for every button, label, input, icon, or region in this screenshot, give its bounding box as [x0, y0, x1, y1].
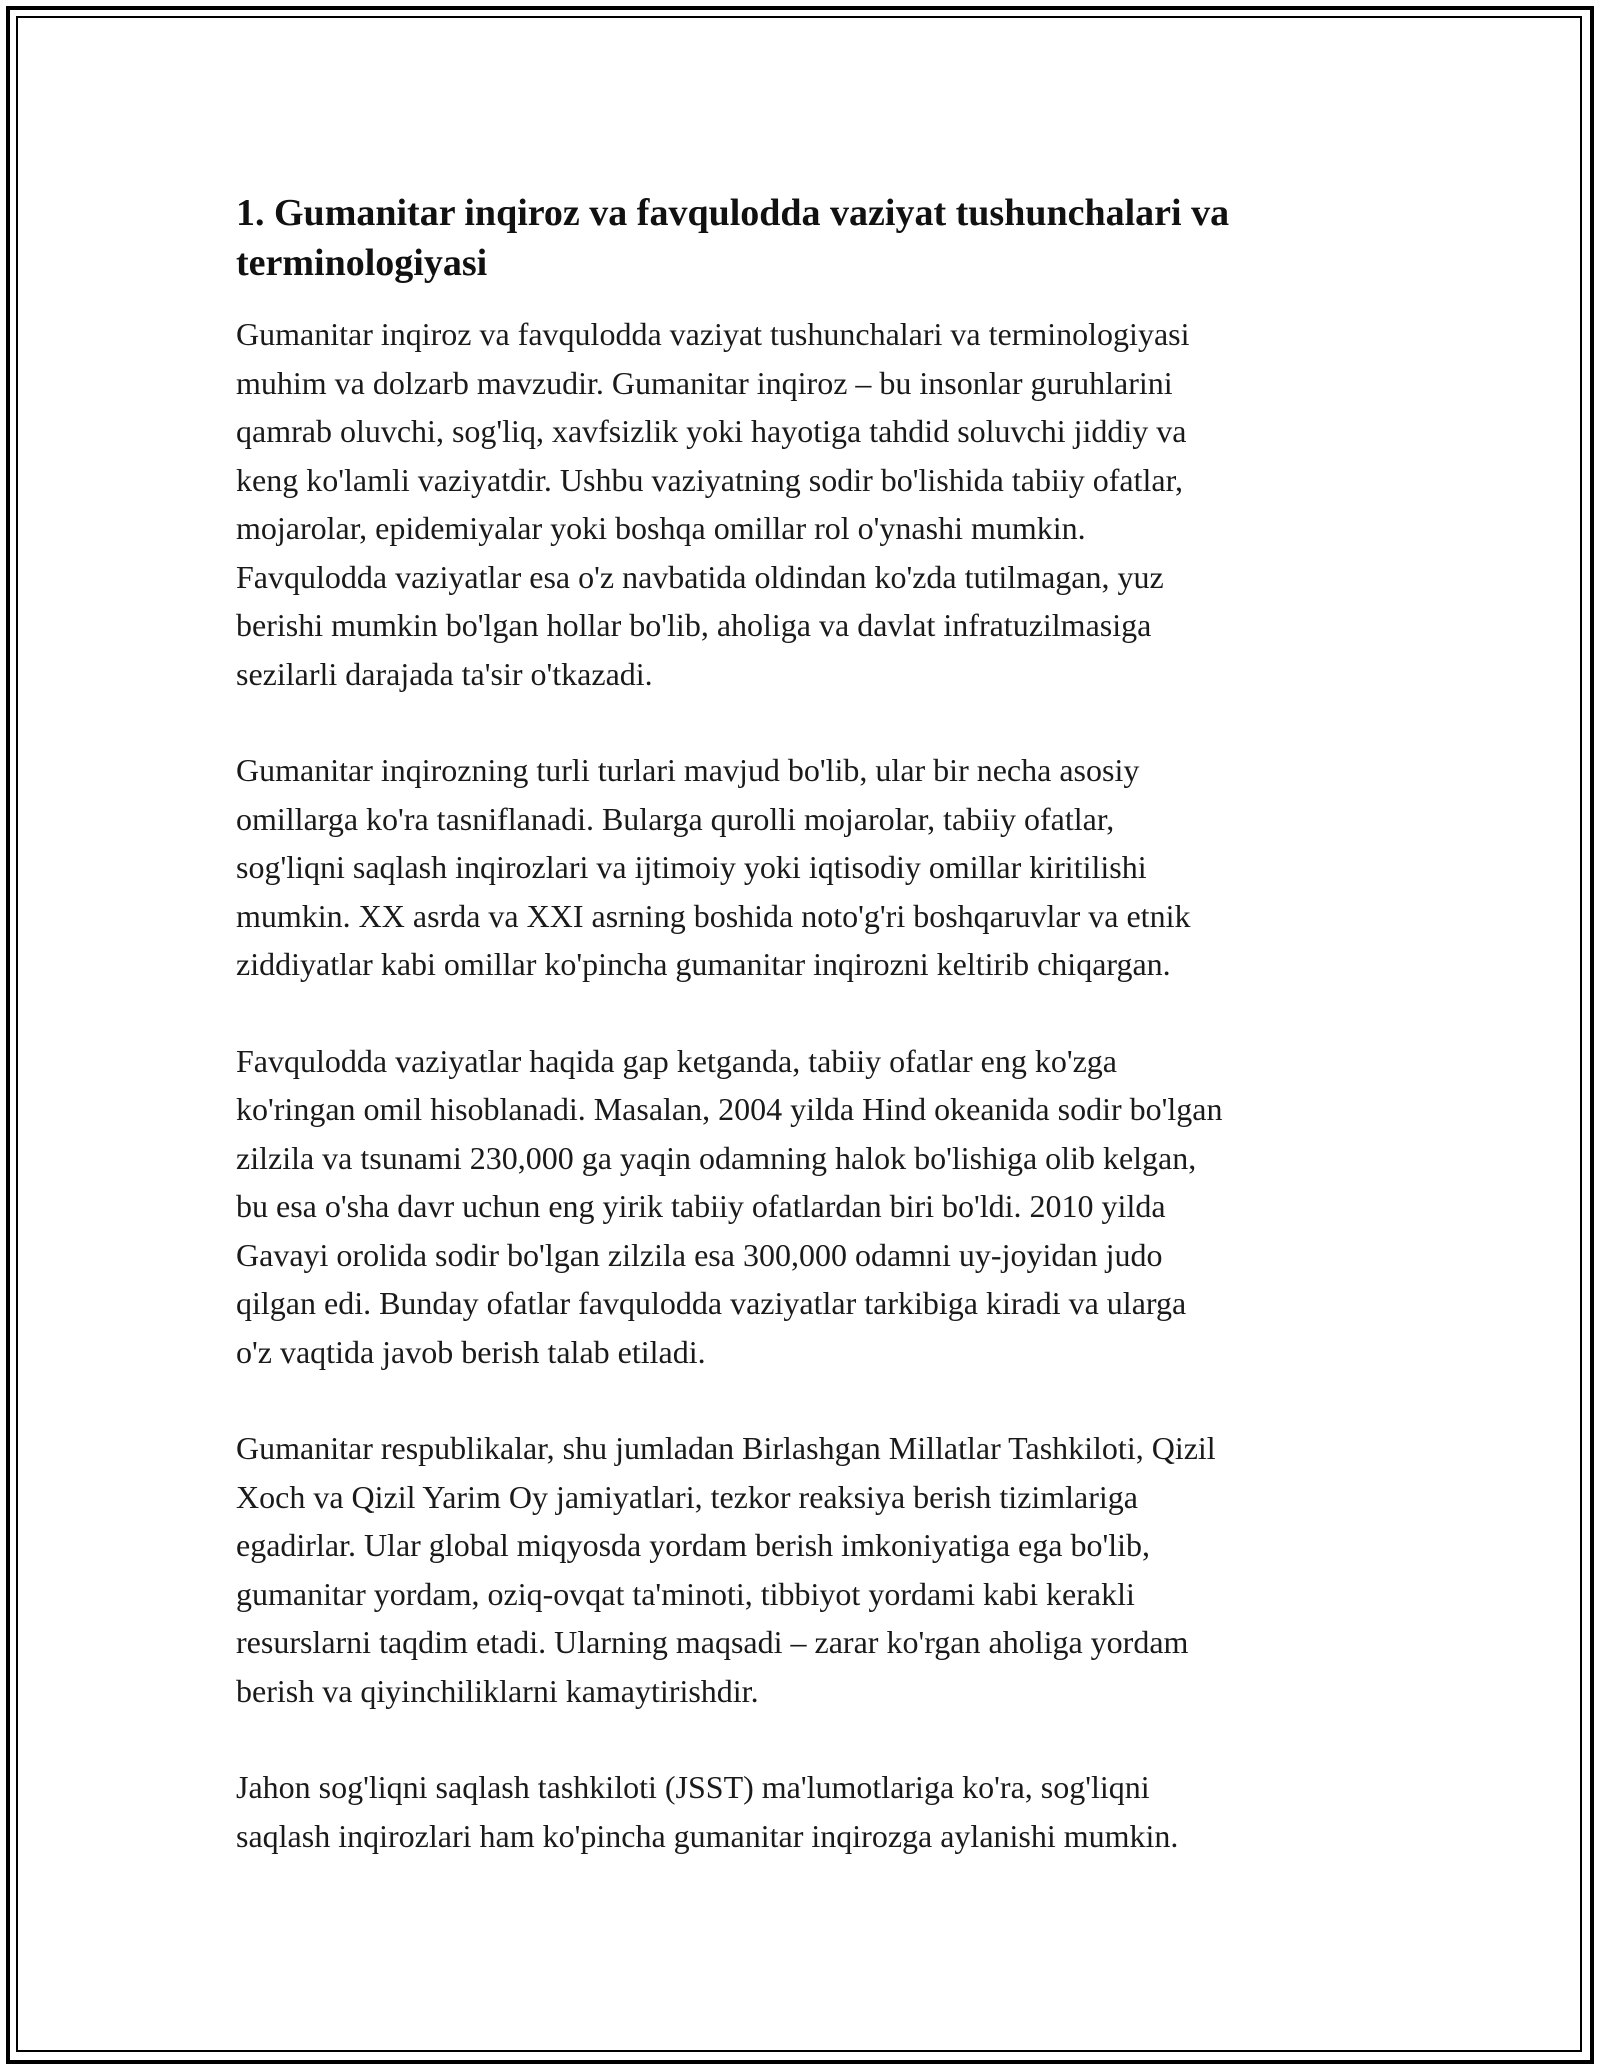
- text-line: Xoch va Qizil Yarim Oy jamiyatlari, tezkor reaksiya berish tizimlariga: [236, 1478, 1138, 1515]
- text-line: ko'ringan omil hisoblanadi. Masalan, 2004 yilda Hind okeanida sodir bo'lgan: [236, 1091, 1223, 1127]
- text-line: berish va qiyinchiliklarni kamaytirishdir.: [236, 1672, 759, 1709]
- text-line: sezilarli darajada ta'sir o'tkazadi.: [236, 655, 653, 692]
- text-line: qamrab oluvchi, sog'liq, xavfsizlik yoki hayotiga tahdid soluvchi jiddiy va: [236, 413, 1187, 449]
- text-line: Gumanitar respublikalar, shu jumladan Birlashgan Millatlar Tashkiloti, Qizil: [236, 1430, 1216, 1466]
- text-line: Favqulodda vaziyatlar esa o'z navbatida oldindan ko'zda tutilmagan, yuz: [236, 558, 1164, 595]
- text-line: Gavayi orolida sodir bo'lgan zilzila esa 300,000 odamni uy-joyidan judo: [236, 1236, 1163, 1273]
- section-title: [236, 188, 1376, 288]
- text-line: Jahon sog'liqni saqlash tashkiloti (JSST) ma'lumotlariga ko'ra, sog'liqni: [236, 1769, 1150, 1805]
- text-line: Favqulodda vaziyatlar haqida gap ketganda, tabiiy ofatlar eng ko'zga: [236, 1042, 1117, 1079]
- text-line: o'z vaqtida javob berish talab etiladi.: [236, 1333, 706, 1370]
- paragraph-3: [236, 1037, 1376, 1377]
- title-line: terminologiyasi: [236, 242, 488, 284]
- text-line: sog'liqni saqlash inqirozlari va ijtimoiy yoki iqtisodiy omillar kiritilishi: [236, 849, 1147, 885]
- text-line: mojarolar, epidemiyalar yoki boshqa omillar rol o'ynashi mumkin.: [236, 510, 1086, 546]
- text-line: berishi mumkin bo'lgan hollar bo'lib, aholiga va davlat infratuzilmasiga: [236, 607, 1152, 643]
- text-line: keng ko'lamli vaziyatdir. Ushbu vaziyatning sodir bo'lishida tabiiy ofatlar,: [236, 461, 1183, 498]
- text-line: ziddiyatlar kabi omillar ko'pincha gumanitar inqirozni keltirib chiqargan.: [236, 946, 1171, 982]
- text-line: gumanitar yordam, oziq-ovqat ta'minoti, tibbiyot yordami kabi kerakli: [236, 1575, 1135, 1612]
- text-line: bu esa o'sha davr uchun eng yirik tabiiy ofatlardan biri bo'ldi. 2010 yilda: [236, 1188, 1166, 1224]
- text-line: muhim va dolzarb mavzudir. Gumanitar inqiroz – bu insonlar guruhlarini: [236, 364, 1173, 401]
- text-line: Gumanitar inqirozning turli turlari mavjud bo'lib, ular bir necha asosiy: [236, 752, 1140, 788]
- text-line: mumkin. XX asrda va XXI asrning boshida noto'g'ri boshqaruvlar va etnik: [236, 897, 1191, 934]
- text-line: zilzila va tsunami 230,000 ga yaqin odamning halok bo'lishiga olib kelgan,: [236, 1139, 1197, 1176]
- paragraph-5: [236, 1763, 1376, 1860]
- paragraph-2: [236, 746, 1376, 989]
- text-line: resurslarni taqdim etadi. Ularning maqsadi – zarar ko'rgan aholiga yordam: [236, 1624, 1189, 1660]
- text-line: Gumanitar inqiroz va favqulodda vaziyat tushunchalari va terminologiyasi: [236, 316, 1190, 352]
- document-body: [236, 188, 1376, 1908]
- paragraph-4: [236, 1424, 1376, 1715]
- text-line: saqlash inqirozlari ham ko'pincha gumanitar inqirozga aylanishi mumkin.: [236, 1817, 1179, 1854]
- paragraph-1: [236, 310, 1376, 698]
- text-line: omillarga ko'ra tasniflanadi. Bularga qurolli mojarolar, tabiiy ofatlar,: [236, 800, 1115, 837]
- text-line: qilgan edi. Bunday ofatlar favqulodda vaziyatlar tarkibiga kiradi va ularga: [236, 1285, 1187, 1321]
- text-line: egadirlar. Ular global miqyosda yordam berish imkoniyatiga ega bo'lib,: [236, 1527, 1150, 1563]
- title-line: 1. Gumanitar inqiroz va favqulodda vaziyat tushunchalari va: [236, 192, 1230, 234]
